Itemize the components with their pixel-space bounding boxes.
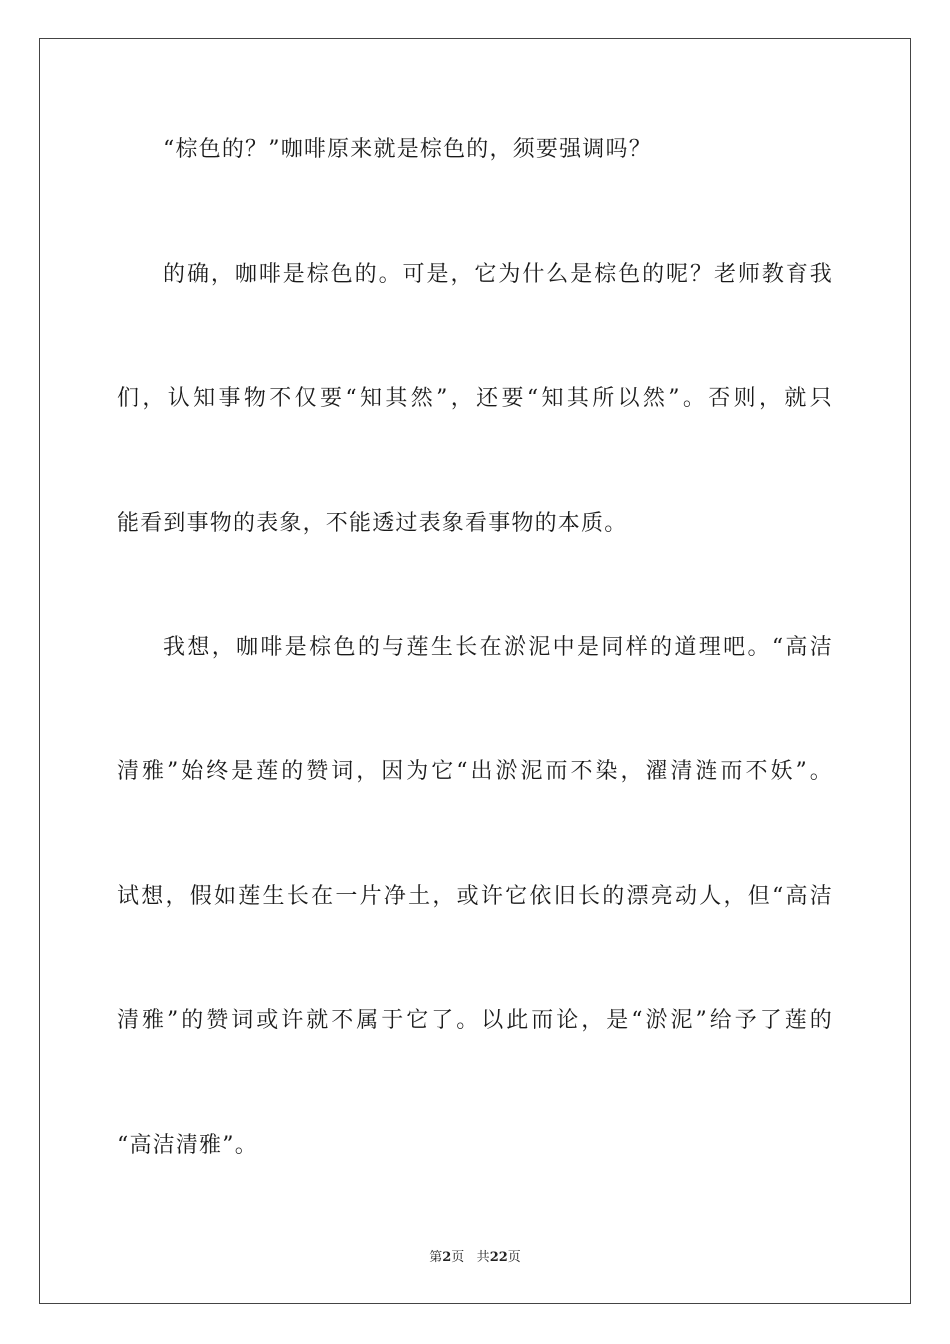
paragraph-3-line-4: 清雅”的赞词或许就不属于它了。以此而论，是“淤泥”给予了莲的 (117, 1008, 833, 1033)
paragraph-2-line-3: 能看到事物的表象，不能透过表象看事物的本质。 (117, 511, 628, 536)
footer-prefix: 第 (429, 1250, 443, 1265)
footer-total-suffix: 页 (507, 1250, 521, 1265)
footer-page-number: 2 (442, 1250, 452, 1265)
paragraph-3-line-2: 清雅”始终是莲的赞词，因为它“出淤泥而不染，濯清涟而不妖”。 (117, 759, 833, 784)
page-footer (0, 1246, 950, 1265)
paragraph-3-line-5: “高洁清雅”。 (117, 1133, 258, 1158)
footer-total-prefix: 共 (476, 1250, 490, 1265)
paragraph-2-line-1: 的确，咖啡是棕色的。可是，它为什么是棕色的呢？老师教育我 (163, 262, 833, 287)
paragraph-1-line-1: “棕色的？”咖啡原来就是棕色的，须要强调吗？ (163, 137, 652, 162)
footer-total-pages: 22 (489, 1250, 508, 1265)
paragraph-3-line-1: 我想，咖啡是棕色的与莲生长在淤泥中是同样的道理吧。“高洁 (163, 635, 833, 660)
paragraph-2-line-2: 们，认知事物不仅要“知其然”，还要“知其所以然”。否则，就只 (117, 386, 833, 411)
page-border (39, 38, 911, 1304)
footer-page-suffix: 页 (451, 1250, 465, 1265)
paragraph-3-line-3: 试想，假如莲生长在一片净土，或许它依旧长的漂亮动人，但“高洁 (117, 884, 833, 909)
